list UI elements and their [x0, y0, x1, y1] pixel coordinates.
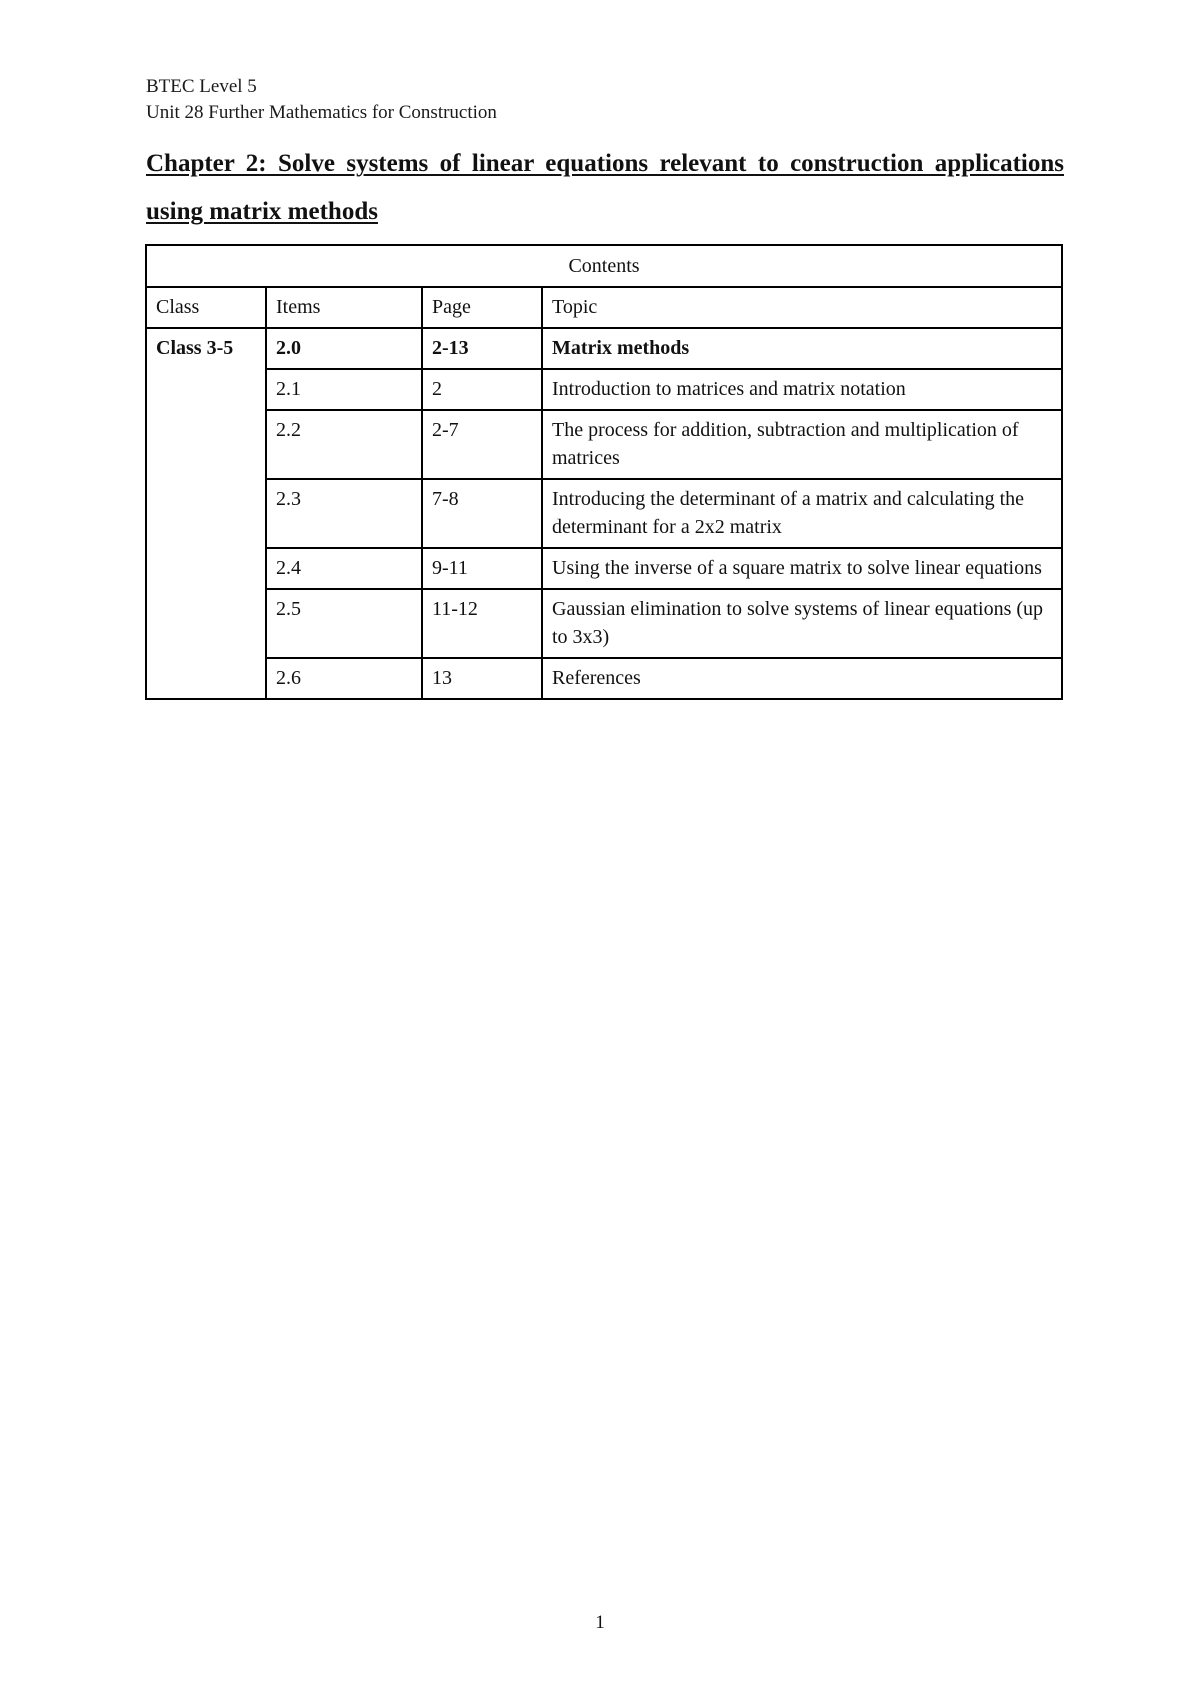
item-cell: 2.6	[266, 658, 422, 699]
topic-cell: Introduction to matrices and matrix notation	[542, 369, 1062, 410]
column-header-items: Items	[266, 287, 422, 328]
page-cell: 11-12	[422, 589, 542, 658]
item-cell: 2.3	[266, 479, 422, 548]
header-unit-title: Unit 28 Further Mathematics for Construction	[146, 102, 497, 123]
item-cell: 2.5	[266, 589, 422, 658]
item-cell: 2.2	[266, 410, 422, 479]
table-row	[146, 658, 1062, 699]
column-header-class: Class	[146, 287, 266, 328]
page-number: 1	[595, 1612, 605, 1633]
class-cell: Class 3-5	[146, 328, 266, 699]
document-header	[146, 74, 497, 126]
column-header-page: Page	[422, 287, 542, 328]
column-header-topic: Topic	[542, 287, 1062, 328]
topic-cell: The process for addition, subtraction and multiplication of matrices	[542, 410, 1062, 479]
table-row	[146, 548, 1062, 589]
item-cell: 2.4	[266, 548, 422, 589]
page-cell: 2-7	[422, 410, 542, 479]
table-row	[146, 369, 1062, 410]
contents-caption: Contents	[146, 245, 1062, 287]
topic-cell: Introducing the determinant of a matrix and calculating the determinant for a 2x2 matrix	[542, 479, 1062, 548]
page-cell: 2-13	[422, 328, 542, 369]
table-header-row	[146, 287, 1062, 328]
page-cell: 13	[422, 658, 542, 699]
topic-cell: Using the inverse of a square matrix to solve linear equations	[542, 548, 1062, 589]
page-cell: 2	[422, 369, 542, 410]
page-cell: 9-11	[422, 548, 542, 589]
topic-cell: Matrix methods	[542, 328, 1062, 369]
item-cell: 2.0	[266, 328, 422, 369]
table-row	[146, 589, 1062, 658]
item-cell: 2.1	[266, 369, 422, 410]
table-row	[146, 479, 1062, 548]
topic-cell: Gaussian elimination to solve systems of linear equations (up to 3x3)	[542, 589, 1062, 658]
table-row	[146, 328, 1062, 369]
header-course-level: BTEC Level 5	[146, 76, 257, 97]
table-row	[146, 410, 1062, 479]
topic-cell: References	[542, 658, 1062, 699]
contents-table	[145, 244, 1063, 700]
contents-caption-row	[146, 245, 1062, 287]
page-cell: 7-8	[422, 479, 542, 548]
chapter-title: Chapter 2: Solve systems of linear equations relevant to construction applications using matrix methods	[146, 150, 1064, 225]
